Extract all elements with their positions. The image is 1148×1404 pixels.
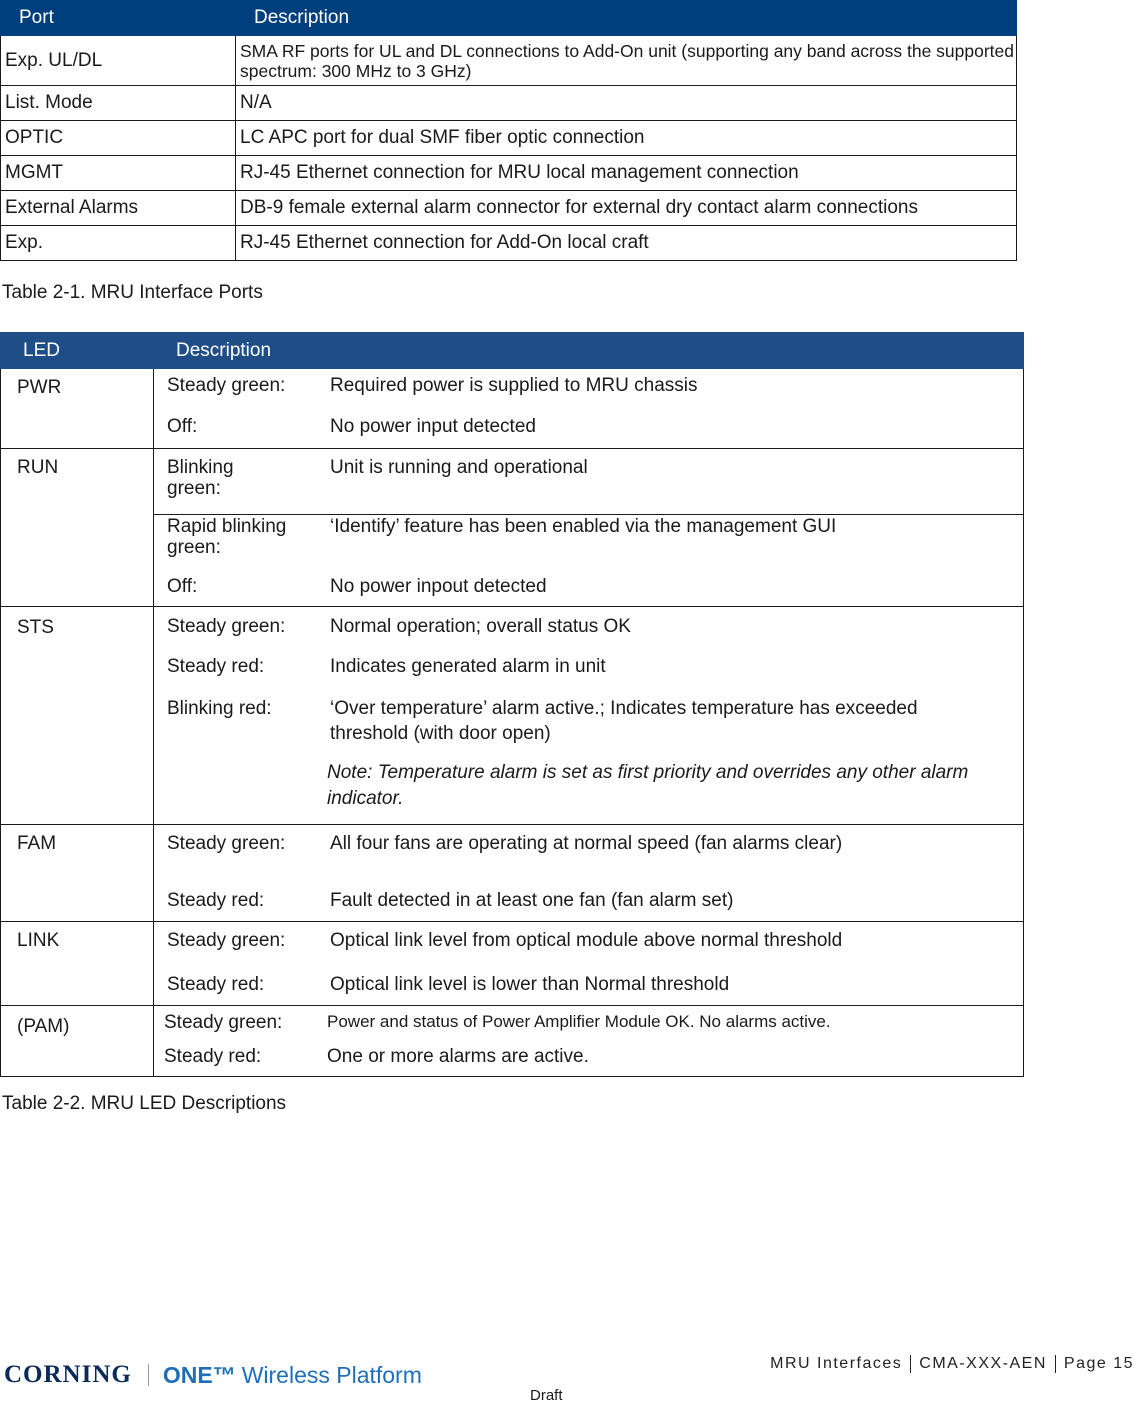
led-state-description: Fault detected in at least one fan (fan alarm set) bbox=[330, 890, 734, 911]
sts-note: Note: Temperature alarm is set as first priority and overrides any other alarm indicator. bbox=[327, 762, 969, 809]
corning-wordmark: CORNING bbox=[4, 1361, 132, 1388]
led-name: RUN bbox=[1, 449, 154, 607]
led-state: Steady red: bbox=[164, 1046, 262, 1067]
table-row bbox=[1, 36, 1017, 86]
led-state: Steady red: bbox=[167, 974, 265, 995]
led-state: Steady green: bbox=[167, 375, 286, 396]
led-row-run bbox=[1, 449, 1024, 515]
table-row bbox=[1, 191, 1017, 226]
led-row-run-cont bbox=[1, 515, 1024, 607]
footer-page-number: Page 15 bbox=[1055, 1355, 1142, 1373]
led-state-description: ‘Over temperature’ alarm active.; Indicates temperature has exceeded threshold (with door open) bbox=[330, 698, 918, 744]
description-column-header: Description bbox=[236, 1, 1017, 36]
table-row bbox=[1, 226, 1017, 261]
wireless-platform-wordmark: Wireless Platform bbox=[241, 1361, 422, 1388]
led-state: Off: bbox=[167, 576, 198, 597]
logo-divider bbox=[148, 1364, 149, 1386]
description-column-header: Description bbox=[154, 333, 1024, 369]
port-name: List. Mode bbox=[1, 86, 236, 121]
led-state-description: No power inpout detected bbox=[330, 576, 547, 597]
led-state: Steady green: bbox=[167, 930, 286, 951]
port-description: LC APC port for dual SMF fiber optic connection bbox=[236, 121, 1017, 156]
port-column-header: Port bbox=[1, 1, 236, 36]
led-state: Steady green: bbox=[164, 1012, 283, 1033]
led-name: FAM bbox=[1, 825, 154, 922]
footer-meta bbox=[762, 1355, 1142, 1373]
ports-header-row bbox=[1, 1, 1017, 36]
led-row-sts bbox=[1, 607, 1024, 825]
led-state: Off: bbox=[167, 416, 198, 437]
led-state-description: All four fans are operating at normal speed (fan alarms clear) bbox=[330, 833, 843, 854]
table-row bbox=[1, 156, 1017, 191]
port-description: N/A bbox=[236, 86, 1017, 121]
led-header-row bbox=[1, 333, 1024, 369]
led-state-description: No power input detected bbox=[330, 416, 536, 437]
led-state-description: Optical link level from optical module above normal threshold bbox=[330, 930, 843, 951]
corning-one-logo bbox=[4, 1361, 422, 1389]
led-state: Rapid blinking green: bbox=[167, 516, 287, 558]
port-name: MGMT bbox=[1, 156, 236, 191]
led-state-description: Indicates generated alarm in unit bbox=[330, 656, 606, 677]
led-name: LINK bbox=[1, 922, 154, 1006]
footer-doc-id: CMA-XXX-AEN bbox=[910, 1355, 1055, 1373]
port-description: RJ-45 Ethernet connection for MRU local management connection bbox=[236, 156, 1017, 191]
port-description: RJ-45 Ethernet connection for Add-On local craft bbox=[236, 226, 1017, 261]
led-row-pwr bbox=[1, 369, 1024, 449]
draft-label: Draft bbox=[530, 1387, 563, 1404]
led-state: Steady green: bbox=[167, 616, 286, 637]
led-state-description: Normal operation; overall status OK bbox=[330, 616, 631, 637]
table-row bbox=[1, 121, 1017, 156]
led-row-link bbox=[1, 922, 1024, 1006]
led-column-header: LED bbox=[1, 333, 154, 369]
led-state-description: Required power is supplied to MRU chassis bbox=[330, 375, 698, 396]
port-name: OPTIC bbox=[1, 121, 236, 156]
port-name: External Alarms bbox=[1, 191, 236, 226]
one-wordmark: ONE™ bbox=[162, 1361, 236, 1388]
led-row-pam bbox=[1, 1006, 1024, 1077]
led-state-description: One or more alarms are active. bbox=[327, 1046, 589, 1067]
port-description: SMA RF ports for UL and DL connections to Add-On unit (supporting any band across the supported spectrum: 300 MHz to 3 GHz) bbox=[236, 36, 1017, 86]
ports-table bbox=[0, 0, 1017, 261]
led-row-fam bbox=[1, 825, 1024, 922]
led-table-caption: Table 2-2. MRU LED Descriptions bbox=[2, 1093, 287, 1114]
led-state: Blinking green: bbox=[167, 457, 234, 499]
led-state: Blinking red: bbox=[167, 698, 272, 719]
led-state-description: Power and status of Power Amplifier Module OK. No alarms active. bbox=[327, 1012, 831, 1031]
port-description: DB-9 female external alarm connector for external dry contact alarm connections bbox=[236, 191, 1017, 226]
ports-table-caption: Table 2-1. MRU Interface Ports bbox=[2, 282, 263, 303]
led-name: PWR bbox=[1, 369, 154, 449]
port-name: Exp. UL/DL bbox=[1, 36, 236, 86]
led-state-description: Unit is running and operational bbox=[330, 457, 588, 478]
footer-section: MRU Interfaces bbox=[770, 1355, 903, 1372]
port-name: Exp. bbox=[1, 226, 236, 261]
led-table bbox=[0, 332, 1024, 1077]
page-footer bbox=[0, 1355, 1148, 1403]
led-state: Steady red: bbox=[167, 656, 265, 677]
led-name: (PAM) bbox=[1, 1006, 154, 1077]
led-state-description: ‘Identify’ feature has been enabled via the management GUI bbox=[330, 516, 837, 537]
led-state: Steady green: bbox=[167, 833, 286, 854]
led-name: STS bbox=[1, 607, 154, 825]
led-state: Steady red: bbox=[167, 890, 265, 911]
table-row bbox=[1, 86, 1017, 121]
led-state-description: Optical link level is lower than Normal threshold bbox=[330, 974, 730, 995]
